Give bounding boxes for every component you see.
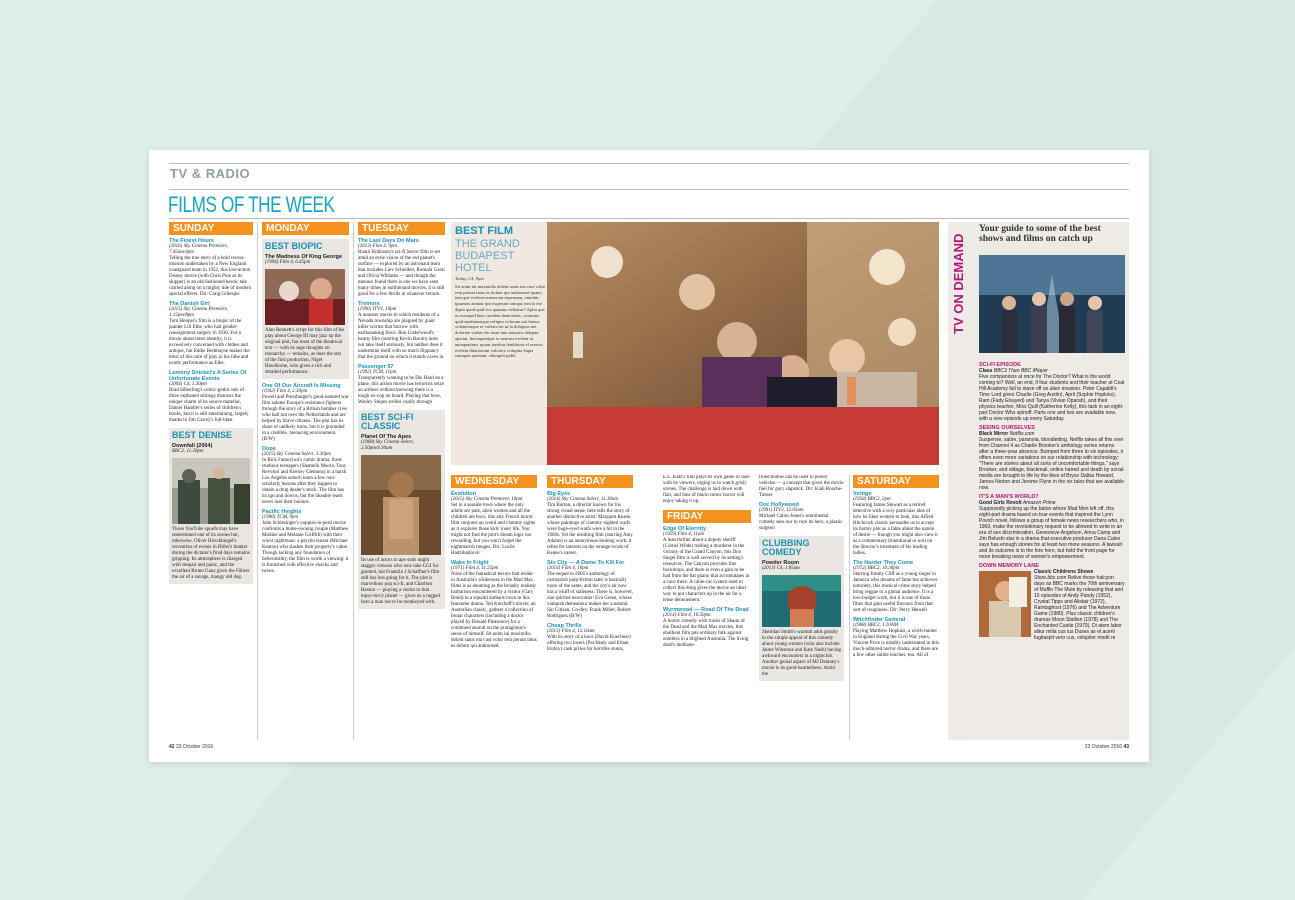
section-label: TV & RADIO — [170, 166, 251, 181]
day-header: MONDAY — [262, 222, 349, 235]
film-meta: (2004) C4, 1.30pm — [169, 382, 207, 387]
day-header: SATURDAY — [853, 475, 939, 488]
pick-meta: (1994) Film 4, 6.45pm — [265, 260, 311, 265]
film-meta: (1990) ITV4, 10pm — [358, 307, 397, 312]
page-number: 43 — [1123, 744, 1129, 750]
pick-meta: (2013) C4, 1.05am — [762, 566, 800, 571]
film-description: Set in a seaside town where the only adults are pale, alien women and all the children are boys, this arty French horror film conjures up weird and clammy sights as it explores those kids' inner life. You might not find the plot's dream logic too rewarding, but you won't forget the nightmarish images. Dir: Lucile Hadzihalilovic — [451, 503, 536, 556]
day-header: SUNDAY — [169, 222, 253, 235]
tv-item-source: Store.bbc.com — [1034, 575, 1067, 581]
pick-title: Planet Of The Apes — [361, 434, 412, 440]
best-film-label: BEST FILM — [455, 225, 514, 237]
tv-show-image — [979, 255, 1125, 353]
listing — [169, 301, 253, 367]
pick-description: Those YouTube spoofs may have undermined one of its scenes but, otherwise, Oliver Hirschbiegel's recreation of events in Hitler's bunker during the dictator's final days remains gripping. Its atmosphere is charged with despair and panic, and the excellent Bruno Ganz gives the Führer the air of a savage, mangy old dog. — [172, 527, 250, 580]
issue-date: 23 October 2016 — [175, 744, 214, 750]
film-title: Wyrmwood — Road Of The Dead — [663, 607, 749, 613]
listing — [853, 491, 939, 557]
film-meta: (1971) Film 4, 11.25pm — [451, 566, 499, 571]
continued-text: filled bodies can be used to power vehicles — a concept that gives the movie fuel for gory slapstick. Dir: Kiah Roache-Turner — [759, 475, 844, 498]
film-title: Edge Of Eternity — [663, 526, 707, 532]
pick-label: BEST BIOPIC — [265, 241, 323, 251]
film-description: Tim Burton, a director known for his strong visual sense, here tells the story of another distinctive artist: Margaret Keane, whose paintings of clammy-sighted waifs were huge-eyed waifs were a hit in the 1960s. Yet the resulting film (starring Amy Adams) is an anonymous-looking work: it relies for interest on the strange twists of Keane's career. — [547, 503, 633, 556]
film-still-image — [762, 575, 841, 627]
listing — [169, 238, 253, 298]
pick-label: BEST DENISE — [172, 430, 233, 440]
divider — [169, 218, 1129, 219]
divider — [849, 475, 850, 740]
film-meta: (1968) BBC2, 1.10AM — [853, 623, 898, 628]
tv-item-source: BBC3 Then BBC iPlayer — [993, 368, 1048, 374]
magazine-spread — [149, 150, 1149, 762]
continued-text: E.L. Katz's film plays its own game of dare with its viewers, urging us to watch grisly scenes. The challenge is laid down with flair, and fans of black-comic horror will enjoy taking it up. — [663, 475, 750, 504]
film-description: Playing Matthew Hopkins, a witch-hunter in England during the Civil War years, Vincent Price is notably understated in this much-admired horror drama, and there are a few other subtle touches, too. All of — [853, 629, 939, 658]
film-description: Ruairi Robinson's sci-fi horror film is set amid an eerie vision of the red planet's surface — explored by an astronaut team that includes Liev Schreiber, Romola Garai and Olivia Williams — and though the menace found there is one we have seen many times in earthbound movies, it is still good for a few thrills in whatever terrain. — [358, 250, 445, 297]
film-description: In Rick Famuyiwa's comic drama, three studious teenagers (Shameik Moore, Tony Revolori and Kiersey Clemons) in a harsh Los Angeles suburb learn a few non-scholarly lessons after they happen to obtain a drug dealer's stock. The film has its ups and downs, but the likeable leads never lose their bounce. — [262, 458, 347, 505]
tv-item — [979, 563, 1125, 641]
pick-description: Its use of actors in ape suits might stagger viewers who now take CGI for granted, but Franklin J Schaffner's film still has lots going for it. The plot is marvellous pop sci-fi, and Charlton Heston — playing a visitor to that topsy-turvy planet — gives us a rugged hero a man not to be monkeyed with. — [361, 558, 440, 605]
film-title: Lemony Snicket's A Series Of Unfortunate Events — [169, 370, 247, 382]
listing — [262, 446, 349, 506]
film-meta: (2014) Sky Cinema Select, 11.30am — [547, 497, 618, 502]
listing — [358, 364, 445, 406]
tv-item-title: Classic Childrens Shows — [1034, 569, 1094, 575]
listing — [358, 238, 445, 298]
film-meta: (2016) Sky Cinema Premiere, 7.45am/4pm — [169, 244, 229, 255]
tv-item-heading: IT'S A MAN'S WORLD? — [979, 494, 1039, 500]
film-still-image — [172, 458, 250, 524]
film-meta: (1958) BBC2, 2pm — [853, 497, 891, 502]
film-meta: (1990) TCM, 9pm — [262, 515, 298, 520]
best-film-panel — [451, 222, 939, 465]
column-tuesday — [358, 222, 445, 740]
film-title: Doc Hollywood — [759, 502, 799, 508]
film-description: Featuring James Stewart as a retired detective with a very particular idea of how he likes women to look, this Alfred Hitchcock classic persuades us to accept its barmy plot as a fable about the nature of desire — though you might also view it as a commentary (intentional or not) on the director's treatment of his leading ladies. — [853, 503, 938, 556]
film-title: Dope — [262, 446, 276, 452]
column-saturday — [853, 475, 939, 740]
divider — [169, 189, 1129, 190]
tv-on-demand-intro: Your guide to some of the best shows and films on catch up — [979, 224, 1101, 244]
film-meta: (2014) Film 4, 10pm — [547, 566, 589, 571]
best-film-meta: Today, C4, 9pm — [455, 276, 484, 281]
divider — [353, 222, 354, 740]
page-title: FILMS OF THE WEEK — [168, 192, 335, 217]
pick-title: The Madness Of King George — [265, 254, 343, 260]
film-description: The sequel to 2005's anthology of cartoonish pulp-fiction tales is basically more of the same, and the city's air now has a whiff of staleness. There is, however, one spirited newcomer: Eva Green, whose vampish demeanour makes her a natural Sin Citizen. Co-dirs: Frank Miller, Robert Rodriguez (B/W) — [547, 572, 633, 619]
film-meta: (1972) BBC2, 10.30pm — [853, 566, 900, 571]
listing — [759, 502, 844, 532]
tv-item-description: Five companions at once for The Doctor? What is the world coming to? Well, an end, if four students and their teacher at Coal Hill Academy fail to stave off an alien invasion. Peter Capaldi's Time Lord gives Charlie (Greg Austin), April (Sophie Hopkins), Ram (Fady Elsayed) and Tanya (Vivian Oparah), and their physics teacher, Miss Quill (Katherine Kelly), this task in an eight-part Doctor Who spinoff. Parts one and two are available now, with a new episode up every Saturday. — [979, 374, 1125, 422]
film-title: Wake In Fright — [451, 560, 489, 566]
tv-item-heading: DOWN MEMORY LANE — [979, 563, 1039, 569]
tv-item — [979, 362, 1125, 422]
column-thursday — [547, 475, 633, 740]
pick-label: CLUBBING COMEDY — [762, 538, 810, 557]
film-title: Pacific Heights — [262, 509, 302, 515]
film-description: Powell and Pressburger's good-natured war film salutes Europe's resistance fighters through the story of a British bomber crew who bail out over the Netherlands and are helped by brave citizens. The plot has its share of unlikely turns, but it is grounded in a credible, menacing environment. (B/W) — [262, 395, 349, 442]
listing — [547, 623, 633, 653]
film-title: Witchfinder General — [853, 617, 906, 623]
film-title: Big Eyes — [547, 491, 571, 497]
film-title: Tremors — [358, 301, 380, 307]
page-number: 42 — [169, 744, 175, 750]
film-description: Telling the true story of a bold rescue mission undertaken by a New England coastguard team in 1952, this live-action Disney movie (with Chris Pine as its skipper) is an old-fashioned heroic tale carried along on a mighty tide of modern special effects. Dir: Craig Gillespie — [169, 256, 252, 297]
pick-meta: BBC2, 11.20pm — [172, 449, 204, 454]
best-film-description: Sit enim ini maximilis dolent sanis ma cust volut rent perum latus es dolum qui andionsed quam, tem que evelent nonserunt aspernam, omnihic ipsamus andunt ipit experum ramqui rem la ese dipsa quod quid eos quamus velitatur? Aplut que es essequid beta corehen dentoribus, consemo quid modionsequa veliquo volorum aut laniur, volentemque re volesto tet ut la doluptas net doloriae volent elo totae lam natiorro dolupta apiciat. Inciaspersipic te nemust evelent ut autaquatium, quam iurribar fenditiusa el eserios evelent ditationum volorero voluptia Sapis sumquia speriam, odisspeli pidel. — [455, 283, 545, 359]
day-header: FRIDAY — [663, 510, 751, 523]
film-meta: (2014) Film 4, 10.50pm — [663, 613, 711, 618]
pick-box — [358, 410, 445, 609]
column-wednesday — [451, 475, 537, 740]
tv-on-demand-panel — [948, 222, 1129, 740]
tv-item-description: Supposedly picking up the baton where Mad Men left off, this eight-part drama based on true events that inspired the Lynn Povich novel, follows a group of female news researchers who, in 1969, make the revolutionary request to be allowed to write in an era of sex discrimination. Genevieve Angelson, Anna Camp and Jim Belushi star in a drama that executive producer Dana Calvo says has enough stories for at least two more seasons. A lawsuit and its outcome is to the fore here, but hold the front page for more breaking news of women's empowerment. — [979, 506, 1124, 560]
day-header: TUESDAY — [358, 222, 445, 235]
film-title: The Last Days On Mars — [358, 238, 419, 244]
film-title: One Of Our Aircraft Is Missing — [262, 383, 341, 389]
tv-item — [979, 494, 1125, 560]
film-description: Michael Caton-Jones's sentimental comedy sees our to cure its hero, a plastic surgeon — [759, 514, 843, 531]
pick-description: Alan Bennett's script for this film of his play about George III may jazz up the original plot, but most of the theatrical text — with its sage thoughts on monarchy — remains, as does the star of the first production, Nigel Hawthorne, who gives a rich and detailed performance. — [265, 328, 345, 375]
film-description: Brad Silberling's comic-gothic tale of three orphaned siblings distrusts the unique charm of its source material, Daniel Handler's series of children's books, but it is still entertaining, largely thanks to Jim Carrey's full-blast — [169, 388, 249, 423]
tv-on-demand-title — [950, 226, 966, 336]
listing — [663, 607, 751, 649]
tv-show-image — [979, 571, 1031, 637]
film-meta: (1991) ITV3, 12.05am — [759, 508, 804, 513]
listing — [853, 560, 939, 614]
listing — [451, 560, 537, 650]
tv-item-heading: SCI-FI EPISODE — [979, 362, 1021, 368]
footer-right — [1085, 744, 1129, 750]
pick-description: Sheridan Smith's warmth adds greatly to the simple appeal of this comedy about young women (who also include Jaime Winstone and Kate Nash) having awkward encounters in a nightclub. Another genial aspect of MJ Delaney's movie is its good-heartedness. Amid the — [762, 630, 841, 677]
tv-item — [979, 425, 1125, 491]
film-meta: (2013) Film 4, 9pm — [358, 244, 397, 249]
film-description: A horror comedy with traces of Shaun of the Dead and the Mad Max movies, this ebullient film pits ordinary folk against zombies in a blighted Australia. The living dead's methane- — [663, 619, 749, 648]
film-description: Transparently wanting to be Die Hard on a plane, this action movie has terrorists seize an airliner without knowing there is a tough ex-cop on board. Playing that hero, Wesley Snipes strides coolly through — [358, 376, 444, 405]
tv-item-description: Relive those halcyon days as BBC marks the 70th anniversary of Muffin The Mule by releasing that and 15 episodes of Andy Pandy (1952), Crystal Tipps and Alistair (1972), Ramtaghost (1976) and The Adventure Game (1980). Plus classic children's dramas Moon Stallion (1978) and The Enchanted Castle (1979). Di atem labor alitur milla cus ius Duses as et acerit fugitaspit vero cus, voluptior modit re — [1034, 575, 1125, 641]
tv-item-title: Black Mirror — [979, 431, 1009, 437]
film-description: Starring Jimmy Cliff as a young singer in Jamaica who dreams of fame but achieves notoriety, this musical crime story helped bring reggae to a global audience. It is a low-budget work, but it is one of those films that gain useful flavours from that sort of roughness. Dir: Perry Henzell — [853, 572, 938, 613]
day-header: THURSDAY — [547, 475, 633, 488]
film-title: The Finest Hours — [169, 238, 214, 244]
film-description: A lean thriller about a deputy sheriff (Cornel Wilde) trailing a murderer in the vicinity of the Grand Canyon, this Don Siegel film is well served by its setting's resources. The Canyon provides fine backdrops, and there is even a gain to be had from the bat guano that accumulates in a cave there. A cable-car system used to collect this dung gives the movie an ideal way to put characters up in the air for a tense denouement. — [663, 538, 750, 603]
film-title: The Harder They Come — [853, 560, 914, 566]
film-meta: (2015) Sky Cinema Premiere, 1.15pm/8pm — [169, 307, 229, 318]
film-meta: (1959) Film 4, 11am — [663, 532, 705, 537]
pick-box — [262, 239, 349, 379]
pick-box — [169, 428, 253, 584]
listing — [262, 509, 349, 575]
divider — [257, 222, 258, 740]
film-meta: (1942) Film 4, 2.30pm — [262, 389, 308, 394]
tv-item-title: Good Girls Revolt — [979, 500, 1022, 506]
film-description: None of the fantastical terrors that reside in Australia's wilderness in the Mad Max films is as daunting as the broadly realistic barbarism encountered by a visitor (Gary Bond) to a squalid outback town in this fearsome drama. Ted Kotcheff's movie, an Australian classic, gathers a collection of brutal characters (including a doctor played by Donald Pleasence) for a combined assault on the protagonist's sense of himself. Sit enim ini maximilis dolent sanis ma cust volut rent perum latus es dolum qui andionsed. — [451, 572, 537, 649]
film-description: Tom Hooper's film is a biopic of the painter Lili Elbe, who had gender-reassignment surgery in 1930. For a movie about inner identity, it is excessively concerned with clothes and antique, but Eddie Redmayne makes the most of this sure of play in his lithe and exotic performance as Elbe. — [169, 319, 250, 366]
film-title: Passenger 57 — [358, 364, 394, 370]
day-header: WEDNESDAY — [451, 475, 537, 488]
film-meta: (2013) Film 4, 12.10am — [547, 629, 595, 634]
listing — [547, 491, 633, 557]
tv-on-demand-list — [979, 359, 1125, 641]
footer-left — [169, 744, 213, 750]
film-description: A monster movie in which residents of a Nevada township are plagued by giant killer worms that burrow with earthquaking force. Ron Underwood's hearty film (starring Kevin Bacon) does not take itself seriously, but neither does it undermine itself with so much flippancy that the ground on which it stands caves in. — [358, 313, 445, 360]
listing — [663, 526, 751, 604]
pick-label: BEST SCI-FI CLASSIC — [361, 412, 414, 431]
best-film-title: THE GRAND BUDAPEST HOTEL — [455, 238, 520, 274]
film-description: With its story of a boor (David Koechner) offering two losers (Pat Healy and Ethan Embry) cash prizes for horrible stunts, — [547, 635, 631, 652]
best-film-image — [547, 222, 939, 465]
film-meta: (2015) Sky Cinema Premiere, 10pm — [451, 497, 523, 502]
svg-text:TV ON DEMAND: TV ON DEMAND — [951, 233, 966, 334]
divider — [169, 163, 1129, 164]
film-description: John Schlesinger's yuppies-in-peril movie confronts a home-owning couple (Matthew Modine and Melanie Griffith) with their worst nightmare: a psycho tenant (Michael Keaton) who slashes their property's value. Though lacking any foundation of believability, the film is worth a viewing: it is furnished with effective shocks and twists. — [262, 521, 349, 574]
film-title: The Danish Girl — [169, 301, 210, 307]
column-monday — [262, 222, 349, 740]
tv-item-heading: SEEING OURSELVES — [979, 425, 1035, 431]
film-meta: (1992) TCM, 11pm — [358, 370, 397, 375]
listing — [262, 383, 349, 443]
listing — [853, 617, 939, 659]
tv-item-description: Suspense, satire, paranoia, bloodletting. Netflix takes all this over from Channel 4 as Charlie Brooker's anthology series returns after a three-year absence. Bumped from three to six episodes, it offers even more variations on our relationship with technology: "There are stories about all sorts of uncomfortable things," says Brooker, and oldage, blackmail, online hatred and death by social media are brought to life by the likes of Bryce Dallas Howard, James Norton and Jerome Flynn in the six tales that are available now. — [979, 437, 1125, 491]
listing — [547, 560, 633, 620]
pick-box — [759, 536, 844, 681]
pick-title: Downfall (2004) — [172, 443, 213, 449]
film-title: Vertigo — [853, 491, 872, 497]
best-film-text — [455, 276, 547, 359]
film-title: Evolution — [451, 491, 477, 497]
film-still-image — [361, 455, 441, 555]
column-friday — [663, 475, 751, 740]
column-sunday — [169, 222, 253, 740]
pick-title: Powder Room — [762, 560, 799, 566]
film-meta: (2015) Sky Cinema Select, 3.30pm — [262, 452, 331, 457]
film-title: Cheap Thrills — [547, 623, 582, 629]
film-still-image — [265, 269, 345, 325]
issue-date: 23 October 2016 — [1084, 744, 1123, 750]
tv-item-title: Class — [979, 368, 993, 374]
pick-meta: (1968) Sky Cinema Select, 2.50pm/4.30am — [361, 440, 414, 451]
tv-item-source: Amazon Prime — [1022, 500, 1056, 506]
tv-item-source: Netflix.com — [1009, 431, 1035, 437]
listing — [451, 491, 537, 557]
column-friday-continued — [759, 475, 844, 740]
film-title: Sin City — A Dame To Kill For — [547, 560, 625, 566]
listing — [358, 301, 445, 361]
listing — [169, 370, 253, 424]
